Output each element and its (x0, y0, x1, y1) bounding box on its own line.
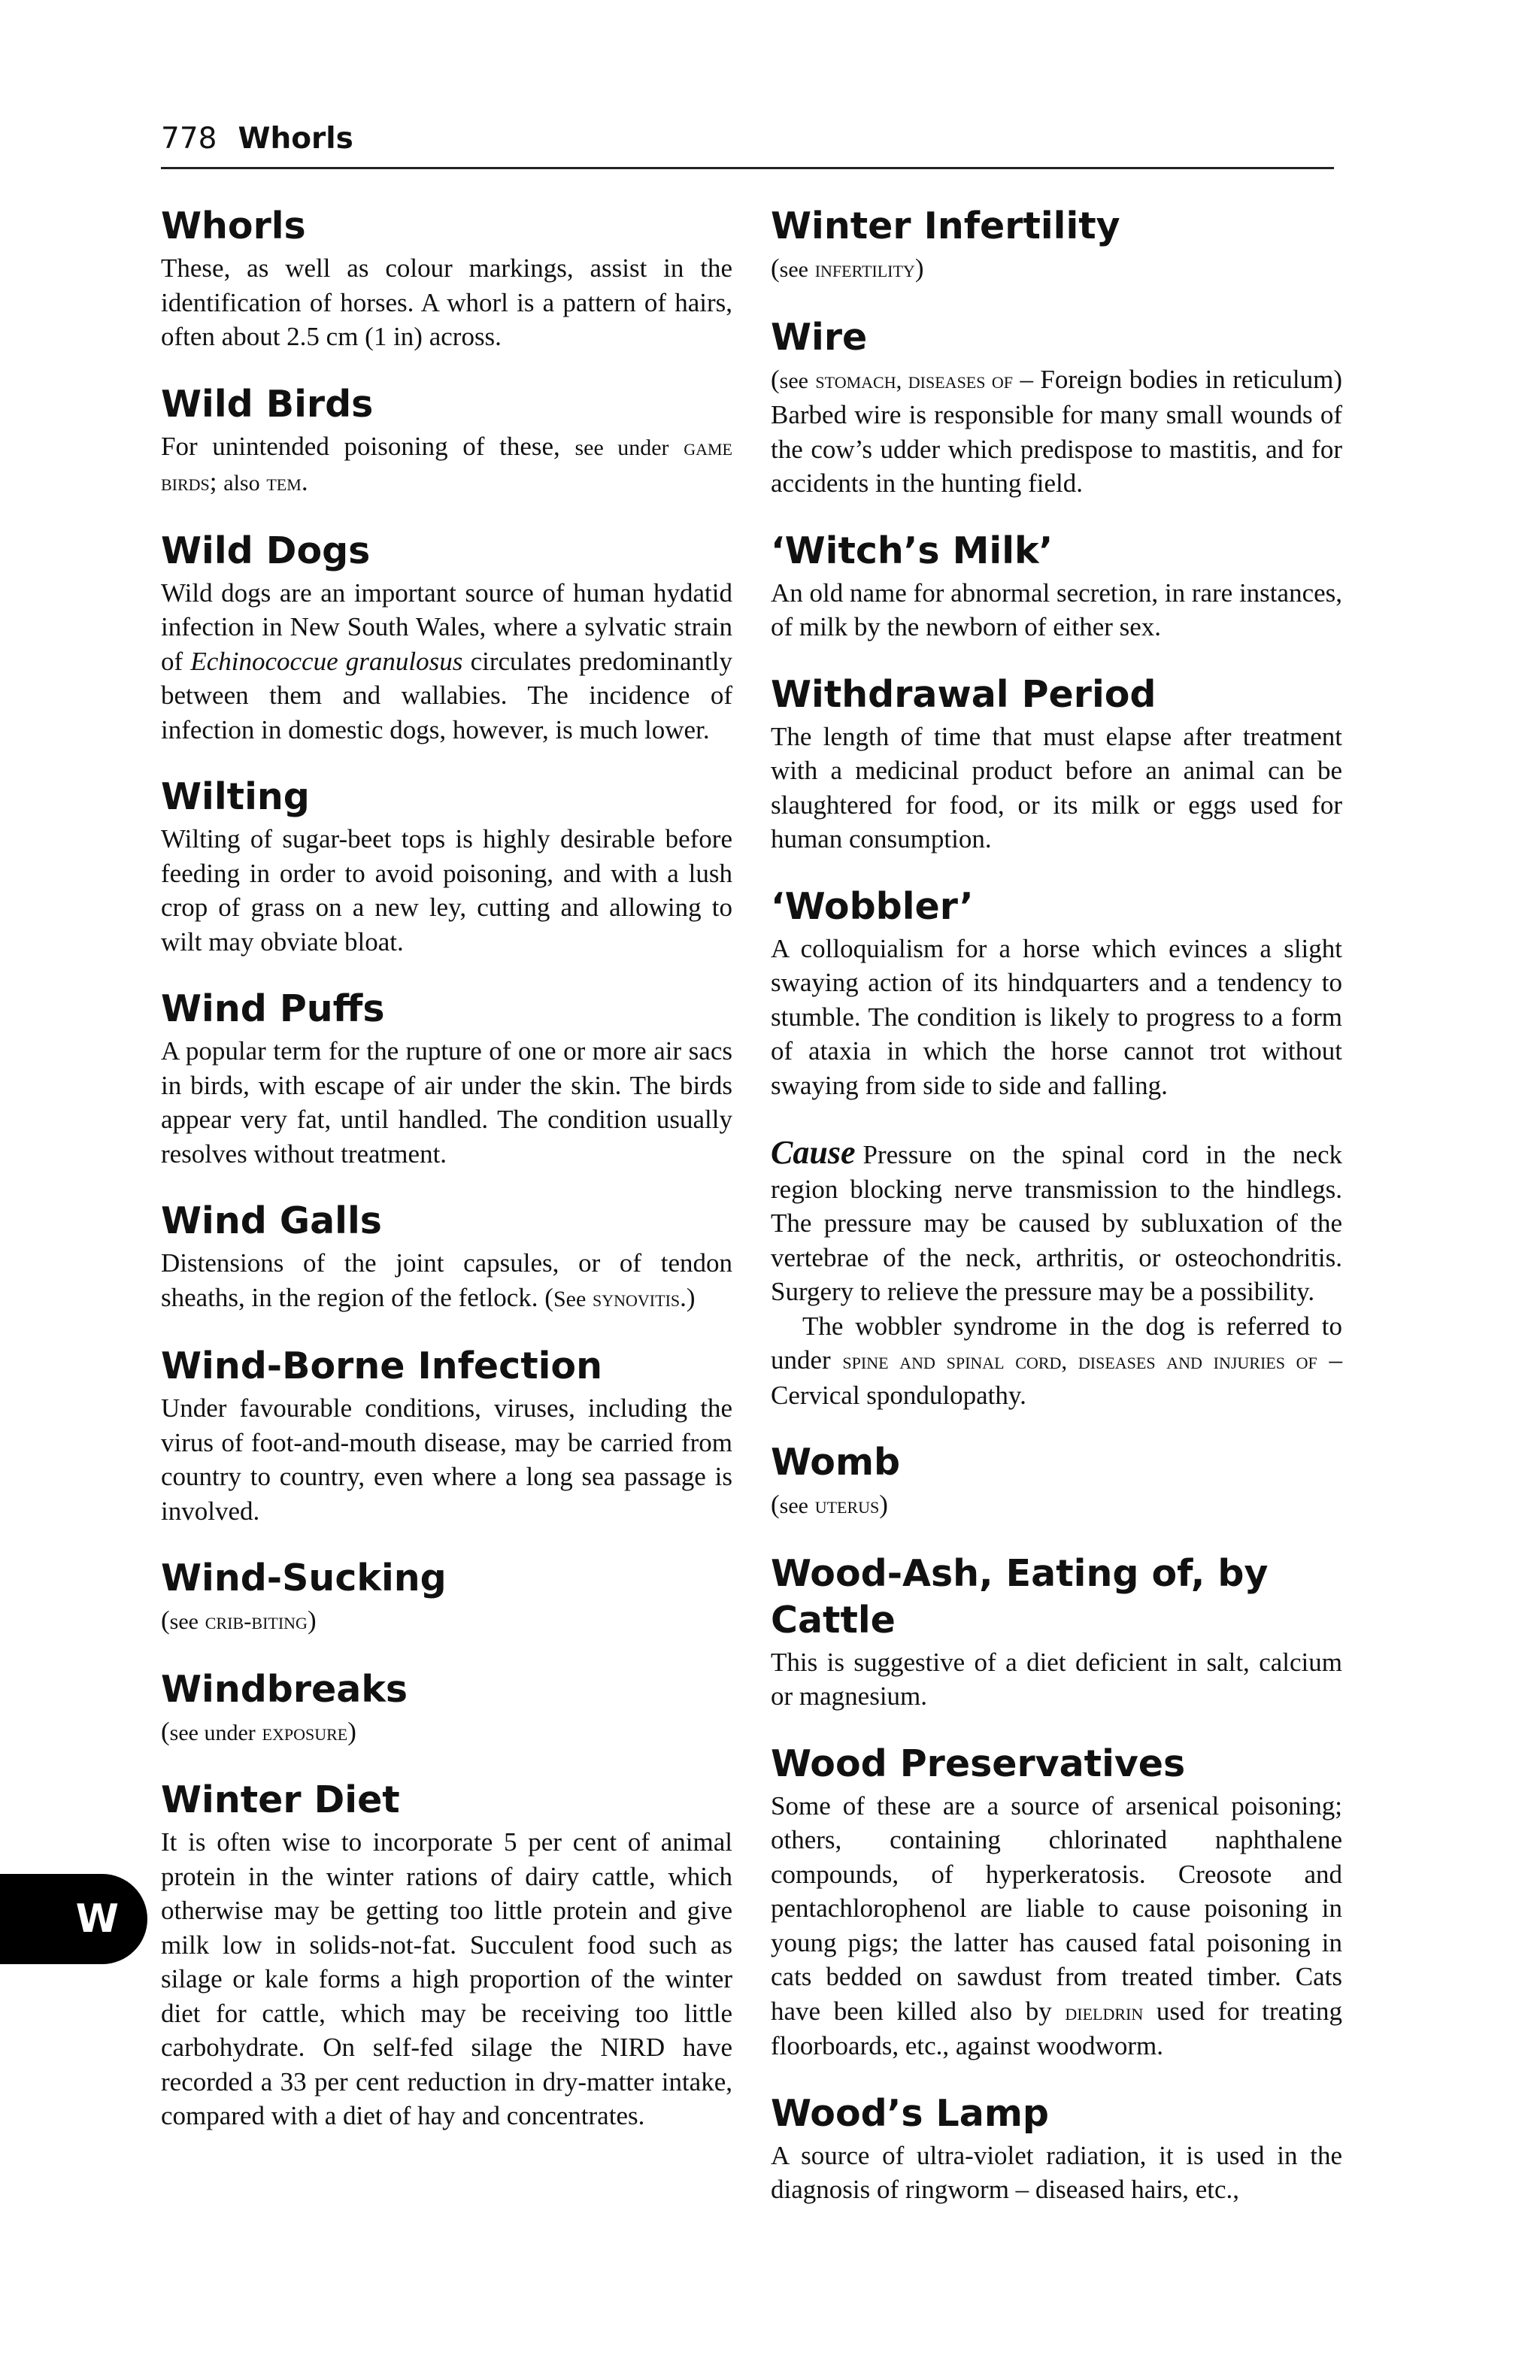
entry-wind-puffs (161, 986, 732, 1171)
entry-wood-preservatives (771, 1741, 1342, 2063)
entry-title: Wind Puffs (161, 987, 385, 1030)
entry-title: Wilting (161, 775, 310, 818)
running-head (161, 120, 1334, 169)
entry-body: (see infertility) (771, 253, 924, 283)
entry-body: (see stomach, diseases of – Foreign bodies in reticulum) Barbed wire is responsible for many small wounds of the cow’s udder which predispose to mastitis, and for accidents in the hunting field. (771, 364, 1343, 498)
cross-reference: game birds (161, 433, 732, 496)
entry-wind-galls (161, 1198, 732, 1316)
entry-wood-ash (771, 1551, 1342, 1714)
cross-reference: exposure (262, 1718, 348, 1745)
entry-title: Wood’s Lamp (771, 2091, 1049, 2135)
entry-wild-birds (161, 381, 732, 501)
entry-woods-lamp (771, 2090, 1342, 2207)
entry-body: Distensions of the joint capsules, or of tendon sheaths, in the region of the fetlock. (See synovitis.) (161, 1248, 732, 1312)
right-column (771, 203, 1342, 2234)
entry-womb (771, 1439, 1342, 1524)
entry-title: Whorls (161, 205, 306, 247)
dog-paragraph: The wobbler syndrome in the dog is referred to under spine and spinal cord, diseases and injuries of – Cervical spondulopathy. (771, 1311, 1342, 1410)
entry-winter-diet (161, 1777, 732, 2133)
entry-body: A popular term for the rupture of one or more air sacs in birds, with escape of air under the skin. The birds appear very fat, until handled. The condition usually resolves without treatment. (161, 1036, 732, 1169)
entry-body: The length of time that must elapse after treatment with a medicinal product before an animal can be slaughtered for food, or its milk or eggs used for human consumption. (771, 721, 1342, 853)
thumb-index-tab: W (0, 1874, 147, 1964)
entry-body: Under favourable conditions, viruses, including the virus of foot-and-mouth disease, may be carried from country to country, even where a long sea passage is involved. (161, 1393, 732, 1526)
entry-title: Wild Dogs (161, 529, 371, 572)
cross-reference: stomach, diseases of (815, 366, 1014, 393)
entry-witchs-milk (771, 528, 1342, 644)
entry-wind-sucking (161, 1555, 732, 1639)
entry-title: Wind-Sucking (161, 1557, 447, 1599)
entry-whorls (161, 203, 732, 354)
entry-body: (see uterus) (771, 1490, 888, 1519)
cross-reference: crib-biting (205, 1608, 308, 1634)
entry-wind-borne-infection (161, 1343, 732, 1528)
entry-winter-infertility (771, 203, 1342, 287)
entry-title: Wind Galls (161, 1199, 382, 1242)
cross-reference: uterus (814, 1492, 880, 1518)
entry-title: Wood-Ash, Eating of, by Cattle (771, 1551, 1269, 1642)
entry-body: For unintended poisoning of these, see under game birds; also tem. (161, 431, 732, 496)
entry-body: (see crib-biting) (161, 1605, 317, 1635)
entry-title: Wood Preservatives (771, 1742, 1186, 1785)
cause-label: Cause (771, 1134, 856, 1171)
entry-title: Wire (771, 315, 868, 359)
entry-body: Wild dogs are an important source of human hydatid infection in New South Wales, where a sylvatic strain of Echinococcue granulosus circulates predominantly between them and wallabies. The incidence of infection in domestic dogs, however, is much lower. (161, 578, 732, 744)
entry-title: Winter Infertility (771, 205, 1120, 247)
entry-body: It is often wise to incorporate 5 per cent of animal protein in the winter rations of dairy cattle, which otherwise may be getting too little protein and give milk low in solids-not-fat. Succulent food such as silage or kale forms a high proportion of the winter diet for cattle, which may be receiving too little carbohydrate. On self-fed silage the NIRD have recorded a 33 per cent reduction in dry-matter intake, compared with a diet of hay and concentrates. (161, 1827, 732, 2130)
entry-title: Wild Birds (161, 382, 374, 426)
entry-wire (771, 314, 1342, 501)
entry-title: ‘Wobbler’ (771, 884, 974, 928)
entry-title: ‘Witch’s Milk’ (771, 529, 1053, 572)
entry-wild-dogs (161, 528, 732, 747)
entry-title: Womb (771, 1441, 901, 1484)
entry-withdrawal-period (771, 672, 1342, 856)
entry-body: Wilting of sugar-beet tops is highly desirable before feeding in order to avoid poisoning, and with a lush crop of grass on a new ley, cutting and allowing to wilt may obviate bloat. (161, 824, 732, 957)
entry-title: Windbreaks (161, 1667, 408, 1711)
entry-body: (see under exposure) (161, 1716, 356, 1746)
cross-reference: infertility (814, 256, 915, 282)
entry-body: A source of ultra-violet radiation, it is used in the diagnosis of ringworm – diseased hairs, etc., (771, 2140, 1342, 2204)
entry-body: Some of these are a source of arsenical poisoning; others, containing chlorinated naphthalene compounds, of hyperkeratosis. Creosote and pentachlorophenol are liable to cause poisoning in young pigs; the latter has caused fatal poisoning in cats bedded on sawdust from treated timber. Cats have been killed also by dieldrin used for treating floorboards, etc., against woodworm. (771, 1790, 1342, 2060)
entry-title: Wind-Borne Infection (161, 1345, 602, 1387)
cross-reference: synovitis (593, 1284, 681, 1311)
running-title: Whorls (238, 122, 353, 156)
cross-reference: tem (266, 469, 302, 496)
entry-title: Withdrawal Period (771, 672, 1157, 716)
entry-body: These, as well as colour markings, assist in the identification of horses. A whorl is a pattern of hairs, often about 2.5 cm (1 in) across. (161, 253, 732, 351)
entry-wobbler (771, 884, 1342, 1413)
cross-reference: dieldrin (1065, 1998, 1144, 2025)
cross-reference: spine and spinal cord, diseases and injuries of (842, 1348, 1317, 1374)
left-column (161, 203, 732, 2160)
page-number: 778 (161, 122, 217, 156)
entry-wilting (161, 774, 732, 959)
entry-body: A colloquialism for a horse which evinces a slight swaying action of its hindquarters and a tendency to stumble. The condition is likely to progress to a form of ataxia in which the horse cannot trot without swaying from side to side and falling. (771, 933, 1342, 1100)
entry-windbreaks (161, 1666, 732, 1751)
entry-body: This is suggestive of a diet deficient in salt, calcium or magnesium. (771, 1647, 1342, 1711)
species-name: Echinococcue granulosus (190, 646, 463, 676)
entry-body: An old name for abnormal secretion, in rare instances, of milk by the newborn of either sex. (771, 578, 1343, 641)
entry-title: Winter Diet (161, 1778, 400, 1821)
cause-paragraph: Cause Pressure on the spinal cord in the neck region blocking nerve transmission to the hindlegs. The pressure may be caused by subluxation of the vertebrae of the neck, arthritis, or osteochondritis. Surgery to relieve the pressure may be a possibility. (771, 1134, 1342, 1306)
